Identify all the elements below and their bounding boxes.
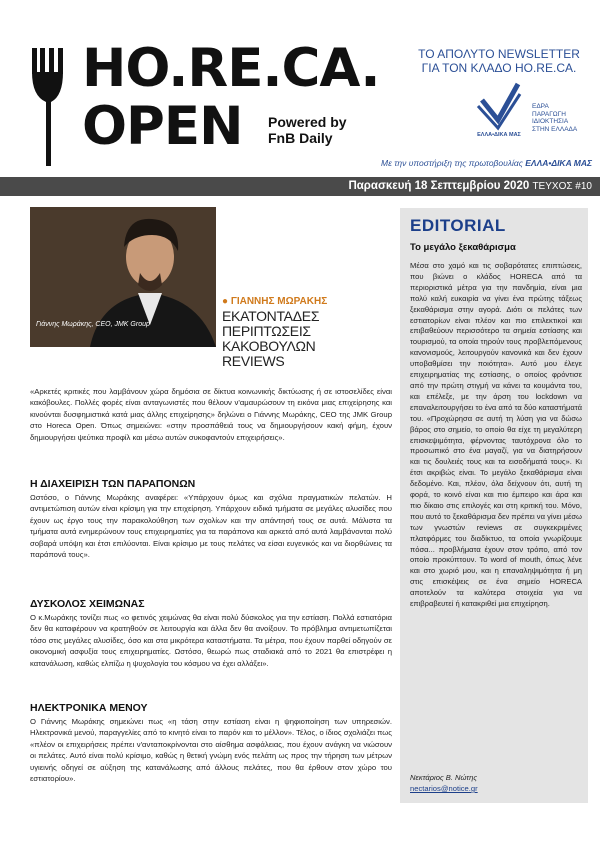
fork-icon bbox=[26, 48, 70, 166]
powered-line1: Powered by bbox=[268, 114, 347, 130]
powered-line2: FnB Daily bbox=[268, 130, 333, 146]
interviewee-name: ● ΓΙΑΝΝΗΣ ΜΩΡΑΚΗΣ bbox=[222, 296, 328, 307]
photo-caption: Γιάννης Μωράκης, CEO, JMK Group bbox=[36, 321, 150, 328]
article-intro: «Αρκετές κριτικές που λαμβάνουν χώρα δημόσια σε δίκτυα κοινωνικής δικτύωσης ή σε ιστοσελίδες είναι κακόβουλες. Πολλές φορές είναι ανταγωνιστές που θέλουν ν'αμαυρώσουν τη εικόνα μιας επιχείρησης και κινούνται δυσφημιστικά κατά μιας άλλης επιχείρησης» δηλώνει ο Γιάννης Μωράκης, CEO της JMK Group στο Horeca Open. Όπως σημειώνει: «στην προσπάθειά τους να δημιουργήσουν κακή φήμη, έχουν δημιουργήσει ψεύτικα προφίλ και μέσω αυτών συκοφαντούν επιχειρήσεις». bbox=[30, 387, 392, 442]
ella-side-line4: ΣΤΗΝ ΕΛΛΑΔΑ bbox=[532, 125, 578, 133]
headline-line2: ΠΕΡΙΠΤΩΣΕΙΣ bbox=[222, 323, 311, 339]
editorial-text: Μέσα στο χαμό και τις σοβαρότατες επιπτώσεις, που βιώνει ο κλάδος HORECA από τα περιοριστικά μέτρα για την πανδημία, είναι μια πολύ καλή ευκαιρία να γίνει ένα πρώτης τάξεως ξεκαθάρισμα στην αγορά. Διότι οι πελάτες των εστιατορίων είναι πλέον και πιο επιλεκτικοί και επιβαθεύουν περισσότερο τα σημεία εστίασης και τουρισμού, τα οποία τηρούν τους προβλεπόμενους κανονισμούς, λειτουργούν κανονικά και δεν έχουν υποβαθμίσει την ποιότητα». Αυτό μου έλεγε επιχειρηματίας της εστίασης, ο οποίος φρόντισε από την πρώτη στιγμή να κάνει τα κουμάντα του, και επέλεξε, με την άρση του lockdown να επαναλειτουργήσει το ένα από τα δύο καταστήματά του. «Προχώρησα σε αυτή τη λύση για να δώσω βάρος στο σημείο, το οποίο θα είχε τη μεγαλύτερη επισκεψιμότητα, φέρνοντας ταυτόχρονα όλο το προσωπικό στο ένα μαγαζί, για να διατηρήσουν και τις δουλειές τους και τα εισοδήματά τους». Κι έτσι ακριβώς είναι. Το μεγάλο ξεκαθάρισμα είναι δεδομένο. Και, πλέον, όλα δείχνουν ότι, αυτή τη φορά, το κοινό είναι και πιο έμπειρο και άρα και πιο δίκαιο στις επιλογές και στη κριτική του. Μόνο, που αυτό το ξεκαθάρισμα δεν πρέπει να γίνει μέσω των γνωστών reviews σε συγκεκριμένες πλατφόρμες του διαδίκτυο, τα οποία γνωρίζουμε πόσα... προβλήματα έχουν στον τρόπο, από τον οποίο προκύπτουν. Το word of mouth, όπως λένε και στο χωριό μου, και η επαναληψιμότητα ή μη στις επισκέψεις σε ένα σημείο HORECA αποτελούν τα καλύτερα στοιχεία για να επιβραβευτεί ή κατακριθεί μια επιχείρηση. bbox=[410, 261, 582, 609]
section-heading-menus: ΗΛΕΚΤΡΟΝΙΚΑ ΜΕΝΟΥ bbox=[30, 702, 148, 714]
ella-side-text bbox=[532, 103, 577, 133]
section-text-winter: Ο κ.Μωράκης τονίζει πως «ο φετινός χειμώνας θα είναι πολύ δύσκολος για την εστίαση. Πολλά εστιατόρια δεν θα καταφέρουν να κρατηθούν σε λειτουργία και άλλα δεν θα ανοίξουν. Το πρόβλημα αντιμετωπίζεται τόσο στις μεγάλες αλυσίδες, όσο και στα μικρότερα καταστήματα. Τα μέτρα, που έχουν παρθεί οδηγούν σε οικονομική ασφυξία τους επιχειρηματίες. Ωστόσο, θεωρώ πως σταδιακά από το 2021 θα επιστρέφει η κατανάλωση, καθώς ελπίζω η ψυχολογία του κόσμου να έχει αλλάξει». bbox=[30, 613, 392, 668]
ella-logo-text: ΕΛΛΑ•ΔΙΚΑ ΜΑΣ bbox=[477, 132, 521, 138]
headline-line4: REVIEWS bbox=[222, 353, 285, 369]
issue-number: ΤΕΥΧΟΣ #10 bbox=[532, 181, 592, 192]
support-name: ΕΛΛΑ•ΔΙΚΑ ΜΑΣ bbox=[525, 158, 592, 168]
logo-line2: OPEN bbox=[82, 96, 243, 157]
interviewee-name-text: ΓΙΑΝΝΗΣ ΜΩΡΑΚΗΣ bbox=[230, 296, 328, 307]
headline-line1: ΕΚΑΤΟΝΤΑΔΕΣ bbox=[222, 308, 320, 324]
powered-by bbox=[268, 114, 347, 146]
section-text-menus: Ο Γιάννης Μωράκης σημειώνει πως «η τάση στην εστίαση είναι η ψηφιοποίηση των υπηρεσιών. Ηλεκτρονικά μενού, παραγγελίες από το κινητό είναι το παρόν και το μέλλον». Τέλος, ο ίδιος σχολιάζει πως «πλέον οι επιχειρήσεις πρέπει ν'ανταποκρίνονται στο αίσθημα ασφάλειας, που έχουν ανάγκη να νιώσουν οι πελάτες. Αυτό είναι πολύ κρίσιμο, καθώς η θετική γνώμη ενός πελάτη ως προς την τήρηση των μέτρων υγιεινής οδηγεί σε αύξηση της κατανάλωσης από άλλους πελάτες, που θα έρθουν στον χώρο του εστιατορίου». bbox=[30, 717, 392, 784]
editorial-author: Νεκτάριος Β. Νώτης bbox=[410, 773, 478, 782]
date-text: Παρασκευή 18 Σεπτεμβρίου 2020 bbox=[348, 180, 530, 192]
ella-side-line2: ΠΑΡΑΓΩΓΗ bbox=[532, 110, 566, 118]
ella-side-line1: ΕΔΡΑ bbox=[532, 103, 549, 110]
support-prefix: Με την υποστήριξη της πρωτοβουλίας bbox=[381, 158, 523, 168]
editorial-title: EDITORIAL bbox=[410, 216, 506, 235]
editorial-subtitle: Το μεγάλο ξεκαθάρισμα bbox=[410, 242, 516, 253]
support-line bbox=[330, 158, 592, 168]
article-headline bbox=[222, 309, 392, 369]
ella-dika-mas-logo bbox=[476, 80, 522, 140]
section-heading-complaints: Η ΔΙΑΧΕΙΡΙΣΗ ΤΩΝ ΠΑΡΑΠΟΝΩΝ bbox=[30, 478, 196, 490]
headline-line3: ΚΑΚΟΒΟΥΛΩΝ bbox=[222, 338, 316, 354]
ella-side-line3: ΙΔΙΟΚΤΗΣΙΑ bbox=[532, 118, 569, 125]
logo-line1: HO.RE.CA. bbox=[82, 38, 380, 99]
section-text-complaints: Ωστόσο, ο Γιάννης Μωράκης αναφέρει: «Υπάρχουν όμως και σχόλια πραγματικών πελατών. Η αντιμετώπιση αυτών είναι κρίσιμη για την επιχείρηση. Υπάρχουν ειδικά τμήματα σε μεγάλες αλυσίδες που έχουν ως έργο τους την παρακολούθηση των σχολίων και την απάντησή τους σε αυτά. Μάλιστα τα τμήματα αυτά ενημερώνουν τους επιχειρηματίες για τα παράπονα και αρκετά από αυτά λαμβάνονται πολύ σοβαρά υπόψη και έτσι επιλύονται. Είναι κρίσιμο με τους πελάτες να είσαι ευγενικός και να διορθώνεις τα παράπονά τους». bbox=[30, 493, 392, 560]
newsletter-line2: ΓΙΑ ΤΟΝ ΚΛΑΔΟ HO.RE.CA. bbox=[421, 61, 577, 75]
issue-date bbox=[348, 180, 592, 192]
section-heading-winter: ΔΥΣΚΟΛΟΣ ΧΕΙΜΩΝΑΣ bbox=[30, 598, 145, 610]
editorial-email-link[interactable]: nectarios@notice.gr bbox=[410, 784, 478, 793]
newsletter-title bbox=[405, 47, 593, 75]
newsletter-line1: ΤΟ ΑΠΟΛΥΤΟ NEWSLETTER bbox=[418, 47, 580, 61]
